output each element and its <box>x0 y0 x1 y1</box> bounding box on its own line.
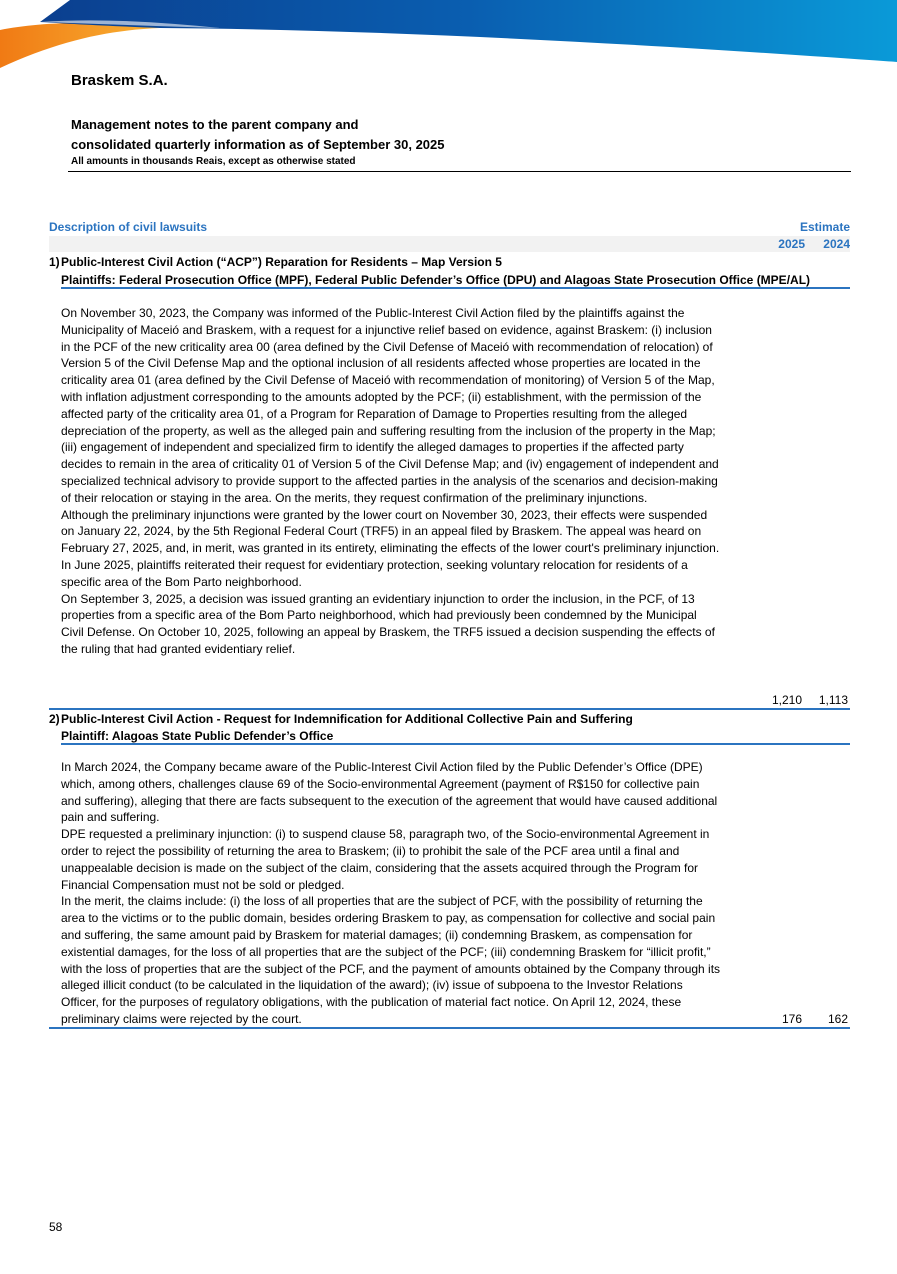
report-title-line2: consolidated quarterly information as of September 30, 2025 <box>71 137 445 152</box>
column-header-description: Description of civil lawsuits <box>49 220 208 234</box>
paragraph: On September 3, 2025, a decision was issued granting an evidentiary injunction to order the inclusion, in the PCF, of 13 properties from a specific area of the Bom Parto neighborhood, which had previously been condemned by the Municipal Civil Defense. On October 10, 2025, following an appeal by Braskem, the TRF5 issued a decision suspending the effects of the ruling that had granted evidentiary relief. <box>61 591 715 656</box>
lawsuit-number: 1) <box>49 255 60 269</box>
company-name: Braskem S.A. <box>71 72 168 89</box>
paragraph: On November 30, 2023, the Company was informed of the Public-Interest Civil Action filed by the plaintiffs against the Municipality of Maceió and Braskem, with a request for a injunctive relief based on evidence, against Braskem: (i) inclusion in the PCF of the new criticality area 00 (area defined by the Civil Defense of Maceió with recommendation of relocation) of Version 5 of the Civil Defense Map and the optional inclusion of all residents affected whose properties are located in the criticality area 01 (area defined by the Civil Defense of Maceió with recommendation of monitoring) of Version 5 of the Map, with inflation adjustment corresponding to the amounts adopted by the PCF; (ii) establishment, with the permission of the affected party of the criticality area 01, of a Program for Reparation of Damage to Properties resulting from the alleged depreciation of the property, as well as the alleged pain and suffering resulting from the inclusion of the property in the Map; (iii) engagement of independent and specialized firm to identify the alleged damages to properties if the affected party decides to remain in the area of criticality 01 of Version 5 of the Civil Defense Map; and (iv) engagement of independent and specialized technical advisory to provide support to the affected parties in the analysis of the scenarios and decision-making of their relocation or staying in the area. On the merits, they request confirmation of the preliminary injunctions. <box>61 306 719 505</box>
report-title-line1: Management notes to the parent company and <box>71 117 359 132</box>
estimate-value-2025: 1,210 <box>771 693 802 707</box>
lawsuit-number: 2) <box>49 712 60 726</box>
section-divider <box>61 287 850 289</box>
estimate-value-2024: 162 <box>827 1012 848 1026</box>
page-number: 58 <box>49 1220 63 1234</box>
estimate-value-2024: 1,113 <box>818 693 848 707</box>
paragraph: In March 2024, the Company became aware of the Public-Interest Civil Action filed by the Public Defender’s Office (DPE) which, among others, challenges clause 69 of the Socio-environmental Agreement (payment of R$150 for collective pain and suffering), alleging that there are facts subsequent to the execution of the agreement that would have caused additional pain and suffering. <box>61 760 718 825</box>
header-banner <box>0 0 897 80</box>
column-header-estimate: Estimate <box>799 220 850 234</box>
estimate-value-2025: 176 <box>781 1012 802 1026</box>
column-header-year-2025: 2025 <box>778 237 805 251</box>
column-header-year-2024: 2024 <box>823 237 850 251</box>
lawsuit-plaintiffs: Plaintiff: Alagoas State Public Defender’s Office <box>61 729 334 743</box>
lawsuit-description <box>61 305 721 658</box>
paragraph: In June 2025, plaintiffs reiterated their request for evidentiary protection, seeking voluntary relocation for residents of a specific area of the Bom Parto neighborhood. <box>61 557 688 589</box>
row-divider <box>49 708 850 710</box>
amounts-note: All amounts in thousands Reais, except as otherwise stated <box>71 156 356 167</box>
paragraph: DPE requested a preliminary injunction: (i) to suspend clause 58, paragraph two, of the Socio-environmental Agreement in order to reject the possibility of returning the area to Braskem; (ii) to prohibit the sale of the PCF area until a final and unappealable decision is made on the subject of the claim, considering that the assets acquired through the Program for Financial Compensation must not be sold or pledged. <box>61 827 710 892</box>
lawsuit-title: Public-Interest Civil Action (“ACP”) Reparation for Residents – Map Version 5 <box>61 255 502 269</box>
lawsuit-plaintiffs: Plaintiffs: Federal Prosecution Office (MPF), Federal Public Defender’s Office (DPU) and Alagoas State Prosecution Office (MPE/AL) <box>61 273 811 287</box>
header-divider <box>68 171 851 172</box>
row-divider <box>49 1027 850 1029</box>
paragraph: Although the preliminary injunctions were granted by the lower court on November 30, 2023, their effects were suspended on January 22, 2024, by the 5th Regional Federal Court (TRF5) in an appeal filed by Braskem. The appeal was heard on February 27, 2025, and, in merit, was granted in its entirety, eliminating the effects of the lower court's preliminary injunction. <box>61 507 720 556</box>
lawsuit-title: Public-Interest Civil Action - Request for Indemnification for Additional Collective Pain and Suffering <box>61 712 633 726</box>
lawsuit-description <box>61 759 721 1028</box>
year-header-band <box>49 236 850 252</box>
paragraph: In the merit, the claims include: (i) the loss of all properties that are the subject of PCF, with the possibility of returning the area to the victims or to the public domain, besides ordering Braskem to pay, as compensation for collective and social pain and suffering, the same amount paid by Braskem for material damages; (ii) condemning Braskem, as compensation for existential damages, for the loss of all properties that are the subject of the PCF; (iii) condemning Braskem for “illicit profit,” with the loss of properties that are the subject of the PCF, and the payment of amounts obtained by the Company through its alleged illicit conduct (to be calculated in the liquidation of the award); (iv) issue of subpoena to the Investor Relations Officer, for the purposes of regulatory obligations, with the publication of material fact notice. On April 12, 2024, these preliminary claims were rejected by the court. <box>61 894 721 1026</box>
section-divider <box>61 743 850 745</box>
